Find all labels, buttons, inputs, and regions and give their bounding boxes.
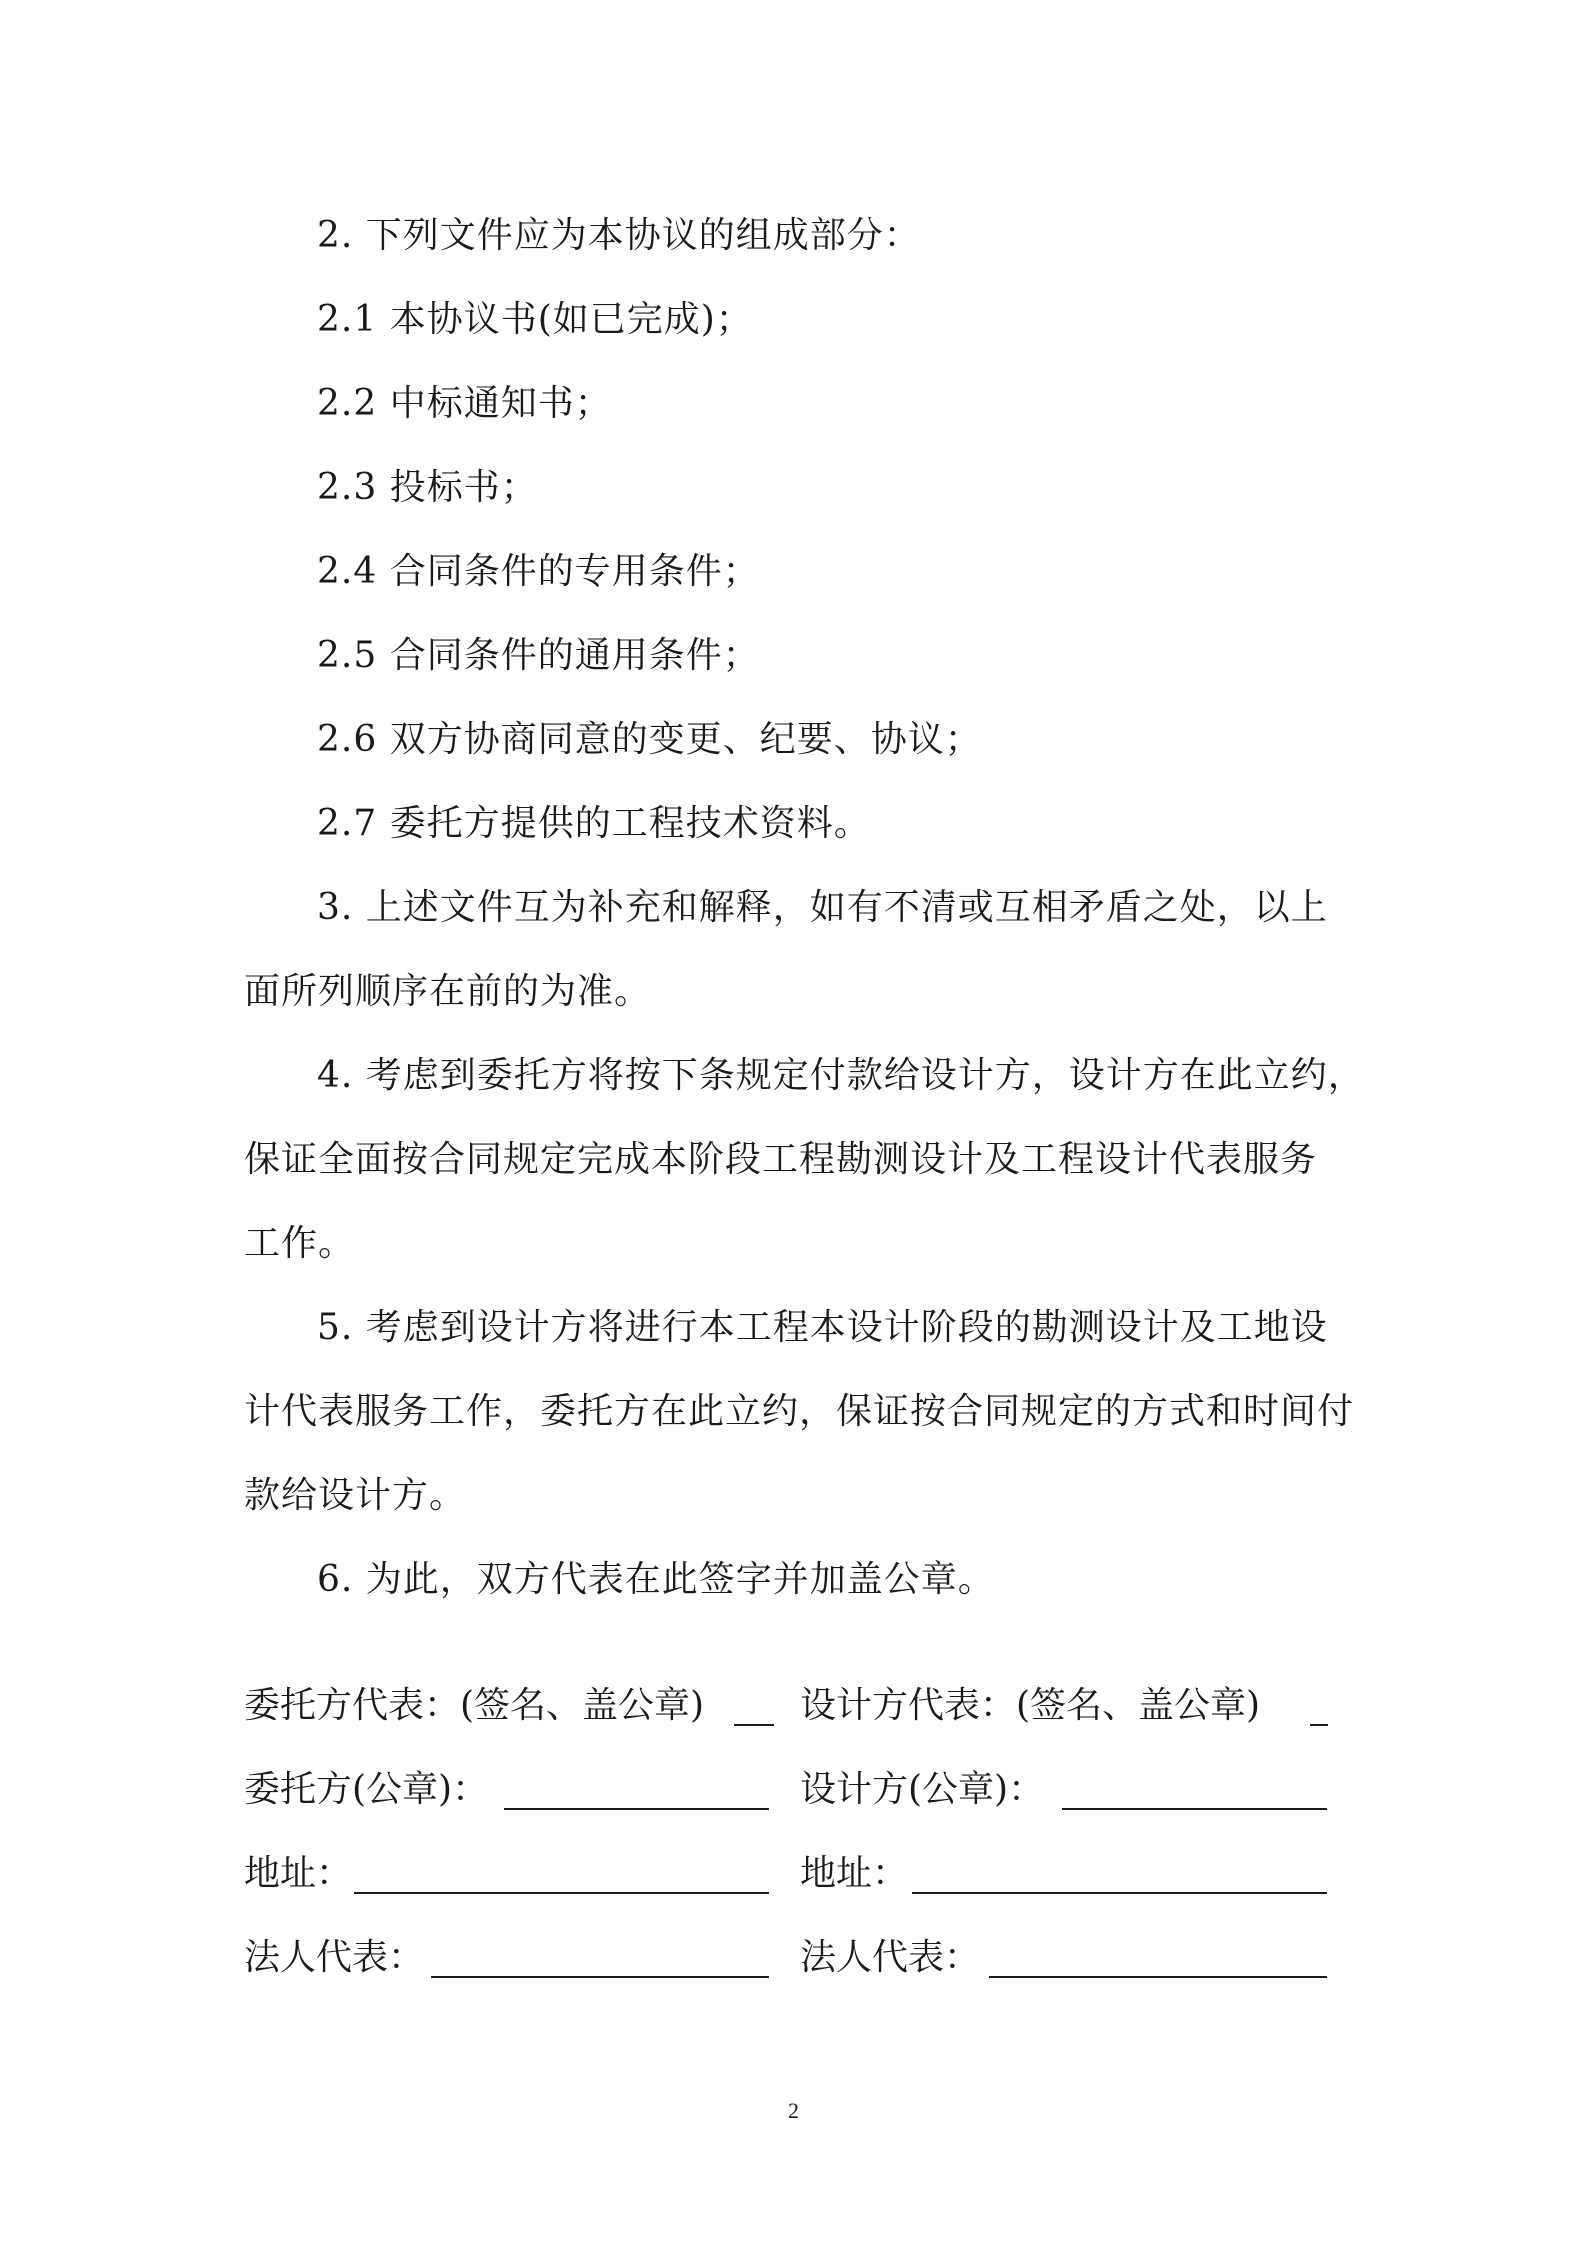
client-address-cell: [244, 1832, 774, 1916]
item-2-1: 2.1 本协议书(如已完成)；: [317, 299, 753, 340]
designer-representative-cell: [800, 1664, 1340, 1748]
designer-seal-line: [1062, 1808, 1327, 1810]
clause-2-heading: 2. 下列文件应为本协议的组成部分：: [317, 215, 921, 256]
clause-5: [244, 1286, 1354, 1538]
client-address-label: 地址：: [244, 1853, 353, 1894]
client-legal-rep-label: 法人代表：: [244, 1937, 425, 1978]
signature-row-legal-rep: [244, 1916, 1344, 2000]
client-representative-line: [734, 1724, 774, 1726]
item-2-7: 2.7 委托方提供的工程技术资料。: [317, 803, 871, 844]
signature-row-address: [244, 1832, 1344, 1916]
item-2-3: 2.3 投标书；: [317, 467, 538, 508]
signature-row-seal: [244, 1748, 1344, 1832]
clause-4-line-1: 4. 考虑到委托方将按下条规定付款给设计方，设计方在此立约，: [317, 1055, 1365, 1096]
clause-5-line-2: 计代表服务工作，委托方在此立约，保证按合同规定的方式和时间付: [244, 1391, 1355, 1432]
clause-3-line-1: 3. 上述文件互为补充和解释，如有不清或互相矛盾之处，以上: [317, 887, 1328, 928]
client-seal-cell: [244, 1748, 774, 1832]
client-seal-line: [504, 1808, 769, 1810]
clause-3: [244, 866, 1354, 1034]
client-legal-rep-cell: [244, 1916, 774, 2000]
clause-4-line-3: 工作。: [244, 1223, 356, 1264]
designer-representative-label: 设计方代表：(签名、盖公章): [800, 1685, 1261, 1726]
client-seal-label: 委托方(公章)：: [244, 1769, 489, 1810]
designer-legal-rep-line: [989, 1976, 1327, 1978]
clause-5-line-1: 5. 考虑到设计方将进行本工程本设计阶段的勘测设计及工地设: [317, 1307, 1328, 1348]
clause-6: 6. 为此，双方代表在此签字并加盖公章。: [317, 1559, 995, 1600]
designer-address-line: [912, 1892, 1327, 1894]
designer-seal-cell: [800, 1748, 1340, 1832]
clause-3-line-2: 面所列顺序在前的为准。: [244, 971, 652, 1012]
client-address-line: [354, 1892, 769, 1894]
client-representative-label: 委托方代表：(签名、盖公章): [244, 1685, 705, 1726]
clause-5-line-3: 款给设计方。: [244, 1475, 467, 1516]
item-2-5: 2.5 合同条件的通用条件；: [317, 635, 760, 676]
clause-4: [244, 1034, 1365, 1286]
item-2-4: 2.4 合同条件的专用条件；: [317, 551, 760, 592]
client-legal-rep-line: [431, 1976, 769, 1978]
designer-address-cell: [800, 1832, 1340, 1916]
signature-row-representative: [244, 1664, 1344, 1748]
designer-legal-rep-label: 法人代表：: [800, 1937, 981, 1978]
clause-4-line-2: 保证全面按合同规定完成本阶段工程勘测设计及工程设计代表服务: [244, 1139, 1318, 1180]
designer-seal-label: 设计方(公章)：: [800, 1769, 1045, 1810]
item-2-6: 2.6 双方协商同意的变更、纪要、协议；: [317, 719, 982, 760]
client-representative-cell: [244, 1664, 774, 1748]
designer-legal-rep-cell: [800, 1916, 1340, 2000]
designer-representative-line: [1310, 1724, 1328, 1726]
item-2-2: 2.2 中标通知书；: [317, 383, 612, 424]
designer-address-label: 地址：: [800, 1853, 909, 1894]
page-number: 2: [788, 2098, 799, 2123]
